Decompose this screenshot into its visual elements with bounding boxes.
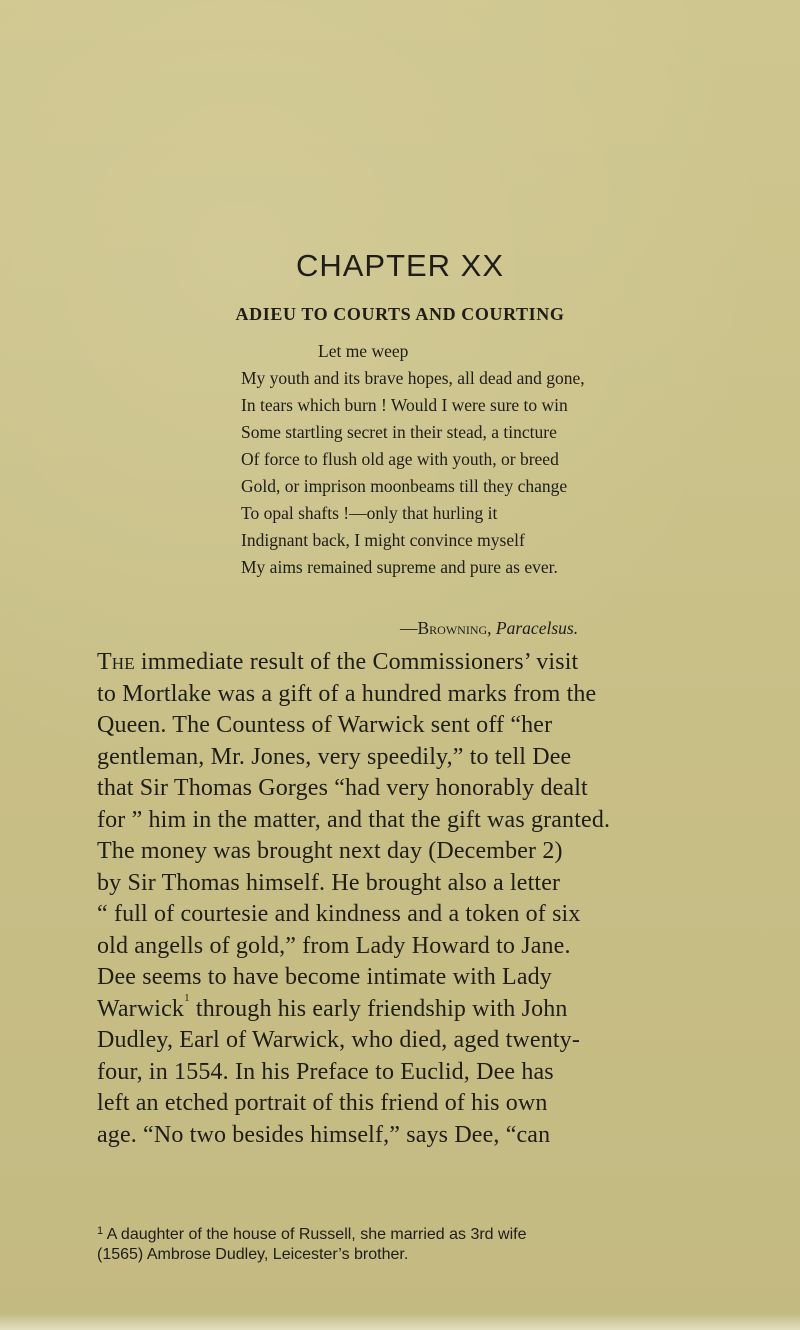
body-line xyxy=(97,650,697,674)
body-word-warwick: Warwick xyxy=(97,995,185,1022)
epigraph-line: To opal shafts !—only that hurling it xyxy=(241,503,498,523)
attribution-author: Browning, xyxy=(417,618,492,638)
chapter-number-heading: CHAPTER XX xyxy=(295,248,505,283)
body-line: Dudley, Earl of Warwick, who died, aged twenty- xyxy=(97,1027,580,1053)
footnote-reference-marker: 1 xyxy=(184,991,190,1004)
body-line xyxy=(97,991,697,1022)
epigraph-line: Of force to flush old age with youth, or breed xyxy=(241,449,559,469)
body-line: that Sir Thomas Gorges “had very honorably dealt xyxy=(97,775,588,801)
footnote-line: (1565) Ambrose Dudley, Leicester’s brother. xyxy=(97,1246,409,1263)
body-line: old angells of gold,” from Lady Howard to Jane. xyxy=(97,932,571,959)
epigraph-line: Some startling secret in their stead, a tincture xyxy=(241,422,557,442)
epigraph-line: Gold, or imprison moonbeams till they change xyxy=(241,476,568,496)
epigraph-line: Indignant back, I might convince myself xyxy=(241,530,525,550)
attribution-work: Paracelsus. xyxy=(495,618,579,638)
body-line: “ full of courtesie and kindness and a token of six xyxy=(97,901,581,927)
footnote-marker: 1 xyxy=(97,1225,104,1237)
body-line: Dee seems to have become intimate with Lady xyxy=(97,964,552,990)
lead-word: The xyxy=(97,649,135,675)
footnote-line xyxy=(97,1225,717,1245)
epigraph-attribution xyxy=(400,618,578,639)
chapter-title: ADIEU TO COURTS AND COURTING xyxy=(235,304,565,324)
page-bottom-edge xyxy=(0,1314,800,1330)
body-line-text: immediate result of the Commissioners’ visit xyxy=(134,649,579,675)
body-line: four, in 1554. In his Preface to Euclid, Dee has xyxy=(97,1058,554,1085)
attribution-dash: — xyxy=(400,618,418,638)
footnote-text: A daughter of the house of Russell, she married as 3rd wife xyxy=(103,1226,527,1243)
body-line: to Mortlake was a gift of a hundred marks from the xyxy=(97,680,597,707)
body-line: The money was brought next day (December 2) xyxy=(97,838,563,864)
body-line: for ” him in the matter, and that the gift was granted. xyxy=(97,806,611,833)
epigraph-line: Let me weep xyxy=(318,341,409,361)
body-line: Queen. The Countess of Warwick sent off “her xyxy=(97,712,553,738)
body-line: age. “No two besides himself,” says Dee, “can xyxy=(97,1121,551,1148)
body-line: left an etched portrait of this friend of his own xyxy=(97,1090,548,1116)
body-line: gentleman, Mr. Jones, very speedily,” to tell Dee xyxy=(97,743,572,770)
body-line-text: through his early friendship with John xyxy=(195,995,568,1022)
footnote xyxy=(97,1225,717,1265)
epigraph-line: In tears which burn ! Would I were sure to win xyxy=(241,395,568,415)
body-line: by Sir Thomas himself. He brought also a letter xyxy=(97,869,561,896)
epigraph-line: My youth and its brave hopes, all dead and gone, xyxy=(241,368,585,388)
epigraph-line: My aims remained supreme and pure as ever. xyxy=(241,557,558,577)
